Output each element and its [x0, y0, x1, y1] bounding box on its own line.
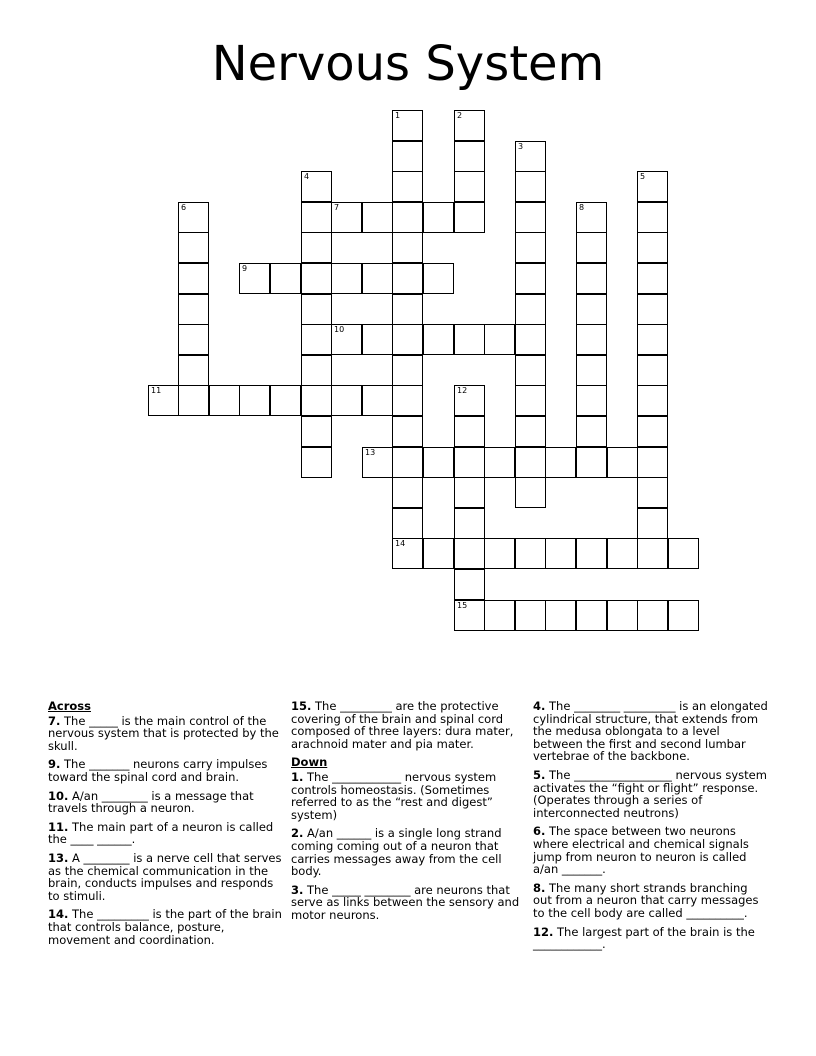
clues-column-1 [48, 700, 284, 952]
clue-across-9: 9. The _______ neurons carry impulses toward the spinal cord and brain. [48, 757, 268, 784]
grid-cell[interactable] [270, 385, 301, 416]
grid-cell[interactable] [515, 538, 546, 569]
grid-cell[interactable] [515, 232, 546, 263]
grid-cell[interactable] [392, 263, 423, 294]
grid-cell[interactable] [576, 232, 607, 263]
clues-column-3 [533, 700, 769, 957]
grid-cell[interactable] [178, 324, 209, 355]
grid-cell[interactable] [484, 447, 515, 478]
grid-cell[interactable] [576, 324, 607, 355]
grid-cell[interactable] [392, 385, 423, 416]
grid-cell[interactable] [331, 324, 362, 355]
grid-cell[interactable] [668, 538, 699, 569]
grid-cell[interactable] [607, 600, 638, 631]
grid-cell[interactable] [392, 232, 423, 263]
grid-cell[interactable] [392, 110, 423, 141]
grid-cell[interactable] [484, 324, 515, 355]
clue-down-4: 4. The ________ _________ is an elongated cylindrical structure, that extends from the medusa oblongata to a level between the first and second lumbar vertebrae of the backbone. [533, 699, 768, 764]
clue-down-5: 5. The _________________ nervous system activates the “fight or flight” response. (Operates through a series of interconnected neutrons) [533, 767, 767, 820]
clue-across-11: 11. The main part of a neuron is called the ____ ______. [48, 819, 274, 847]
clue-across-14: 14. The _________ is the part of the brain that controls balance, posture, movement and coordination. [48, 907, 282, 947]
grid-cell[interactable] [515, 294, 546, 325]
grid-cell[interactable] [301, 385, 332, 416]
clue-number: 13 [365, 448, 376, 457]
clue-down-2: 2. A/an ______ is a single long strand coming coming out of a neuron that carries messages away from the cell body. [291, 826, 502, 879]
clue-down-1: 1. The ____________ nervous system controls homeostasis. (Sometimes referred to as the “rest and digest” system) [291, 769, 497, 822]
grid-cell[interactable] [454, 110, 485, 141]
grid-cell[interactable] [545, 600, 576, 631]
grid-cell[interactable] [423, 538, 454, 569]
grid-cell[interactable] [515, 416, 546, 447]
clue-number: 2 [457, 111, 463, 120]
grid-cell[interactable] [392, 141, 423, 172]
grid-cell[interactable] [576, 263, 607, 294]
grid-cell[interactable] [423, 263, 454, 294]
grid-cell[interactable] [239, 263, 270, 294]
across-heading: Across [48, 699, 91, 713]
grid-cell[interactable] [576, 385, 607, 416]
grid-cell[interactable] [484, 600, 515, 631]
grid-cell[interactable] [392, 324, 423, 355]
grid-cell[interactable] [576, 416, 607, 447]
clue-down-8: 8. The many short strands branching out from a neuron that carry messages to the cell body are called __________. [533, 880, 759, 920]
clue-number: 14 [395, 539, 406, 548]
grid-cell[interactable] [637, 263, 668, 294]
grid-cell[interactable] [454, 171, 485, 202]
grid-cell[interactable] [454, 569, 485, 600]
clue-number: 12 [457, 386, 468, 395]
grid-cell[interactable] [484, 538, 515, 569]
grid-cell[interactable] [178, 202, 209, 233]
grid-cell[interactable] [301, 294, 332, 325]
grid-cell[interactable] [637, 324, 668, 355]
grid-cell[interactable] [637, 294, 668, 325]
grid-cell[interactable] [545, 447, 576, 478]
grid-cell[interactable] [392, 294, 423, 325]
clue-number: 10 [334, 325, 345, 334]
clue-number: 6 [181, 203, 187, 212]
grid-cell[interactable] [362, 324, 393, 355]
clue-number: 4 [304, 172, 310, 181]
grid-cell[interactable] [362, 447, 393, 478]
grid-cell[interactable] [392, 477, 423, 508]
grid-cell[interactable] [301, 355, 332, 386]
grid-cell[interactable] [301, 416, 332, 447]
grid-cell[interactable] [545, 538, 576, 569]
grid-cell[interactable] [576, 202, 607, 233]
grid-cell[interactable] [362, 202, 393, 233]
clue-number: 11 [151, 386, 162, 395]
grid-cell[interactable] [423, 324, 454, 355]
grid-cell[interactable] [576, 600, 607, 631]
grid-cell[interactable] [637, 232, 668, 263]
grid-cell[interactable] [423, 202, 454, 233]
clue-down-3: 3. The _____ ________ are neurons that serve as links between the sensory and motor neurons. [291, 882, 520, 922]
grid-cell[interactable] [454, 324, 485, 355]
grid-cell[interactable] [148, 385, 179, 416]
grid-cell[interactable] [576, 294, 607, 325]
grid-cell[interactable] [392, 202, 423, 233]
grid-cell[interactable] [270, 263, 301, 294]
grid-cell[interactable] [301, 324, 332, 355]
grid-cell[interactable] [392, 416, 423, 447]
grid-cell[interactable] [515, 324, 546, 355]
grid-cell[interactable] [515, 600, 546, 631]
grid-cell[interactable] [637, 385, 668, 416]
grid-cell[interactable] [392, 508, 423, 539]
grid-cell[interactable] [301, 171, 332, 202]
clue-across-10: 10. A/an ________ is a message that travels through a neuron. [48, 788, 254, 816]
clue-number: 15 [457, 601, 468, 610]
grid-cell[interactable] [239, 385, 270, 416]
grid-cell[interactable] [178, 385, 209, 416]
grid-cell[interactable] [392, 447, 423, 478]
grid-cell[interactable] [178, 232, 209, 263]
grid-cell[interactable] [637, 538, 668, 569]
grid-cell[interactable] [515, 355, 546, 386]
grid-cell[interactable] [331, 263, 362, 294]
clue-down-6: 6. The space between two neurons where electrical and chemical signals jump from neuron to neuron is called a/an _______. [533, 824, 749, 877]
clue-number: 9 [242, 264, 248, 273]
grid-cell[interactable] [392, 171, 423, 202]
clue-down-12: 12. The largest part of the brain is the ____________. [533, 924, 755, 952]
grid-cell[interactable] [178, 355, 209, 386]
page-title: Nervous System [211, 36, 605, 92]
grid-cell[interactable] [209, 385, 240, 416]
clue-across-7: 7. The _____ is the main control of the nervous system that is protected by the skull. [48, 713, 279, 753]
grid-cell[interactable] [454, 385, 485, 416]
grid-cell[interactable] [637, 477, 668, 508]
clues-column-2 [291, 700, 523, 928]
grid-cell[interactable] [454, 141, 485, 172]
grid-cell[interactable] [362, 385, 393, 416]
grid-cell[interactable] [668, 600, 699, 631]
grid-cell[interactable] [454, 508, 485, 539]
grid-cell[interactable] [637, 508, 668, 539]
grid-cell[interactable] [178, 263, 209, 294]
grid-cell[interactable] [301, 263, 332, 294]
grid-cell[interactable] [301, 232, 332, 263]
grid-cell[interactable] [515, 171, 546, 202]
grid-cell[interactable] [454, 416, 485, 447]
grid-cell[interactable] [637, 416, 668, 447]
grid-cell[interactable] [515, 202, 546, 233]
grid-cell[interactable] [454, 447, 485, 478]
grid-cell[interactable] [607, 538, 638, 569]
grid-cell[interactable] [515, 385, 546, 416]
grid-cell[interactable] [576, 447, 607, 478]
clue-number: 1 [395, 111, 401, 120]
grid-cell[interactable] [454, 538, 485, 569]
grid-cell[interactable] [178, 294, 209, 325]
grid-cell[interactable] [454, 202, 485, 233]
grid-cell[interactable] [637, 202, 668, 233]
clue-number: 7 [334, 203, 340, 212]
grid-cell[interactable] [576, 538, 607, 569]
grid-cell[interactable] [454, 600, 485, 631]
grid-cell[interactable] [637, 355, 668, 386]
clue-number: 8 [579, 203, 585, 212]
down-heading: Down [291, 755, 328, 770]
grid-cell[interactable] [362, 263, 393, 294]
grid-cell[interactable] [301, 447, 332, 478]
grid-cell[interactable] [331, 385, 362, 416]
grid-cell[interactable] [637, 171, 668, 202]
grid-cell[interactable] [515, 141, 546, 172]
clue-number: 5 [640, 172, 646, 181]
clue-across-13: 13. A ________ is a nerve cell that serves as the chemical communication in the brain, conducts impulses and responds to stimuli. [48, 850, 282, 903]
grid-cell[interactable] [392, 538, 423, 569]
grid-cell[interactable] [392, 355, 423, 386]
grid-cell[interactable] [331, 202, 362, 233]
grid-cell[interactable] [454, 477, 485, 508]
grid-cell[interactable] [576, 355, 607, 386]
grid-cell[interactable] [515, 447, 546, 478]
grid-cell[interactable] [637, 600, 668, 631]
grid-cell[interactable] [423, 447, 454, 478]
grid-cell[interactable] [515, 477, 546, 508]
grid-cell[interactable] [515, 263, 546, 294]
clue-number: 3 [518, 142, 524, 151]
grid-cell[interactable] [637, 447, 668, 478]
clue-across-15: 15. The _________ are the protective covering of the brain and spinal cord composed of three layers: dura mater, arachnoid mater and pia mater. [291, 699, 514, 751]
grid-cell[interactable] [607, 447, 638, 478]
grid-cell[interactable] [301, 202, 332, 233]
